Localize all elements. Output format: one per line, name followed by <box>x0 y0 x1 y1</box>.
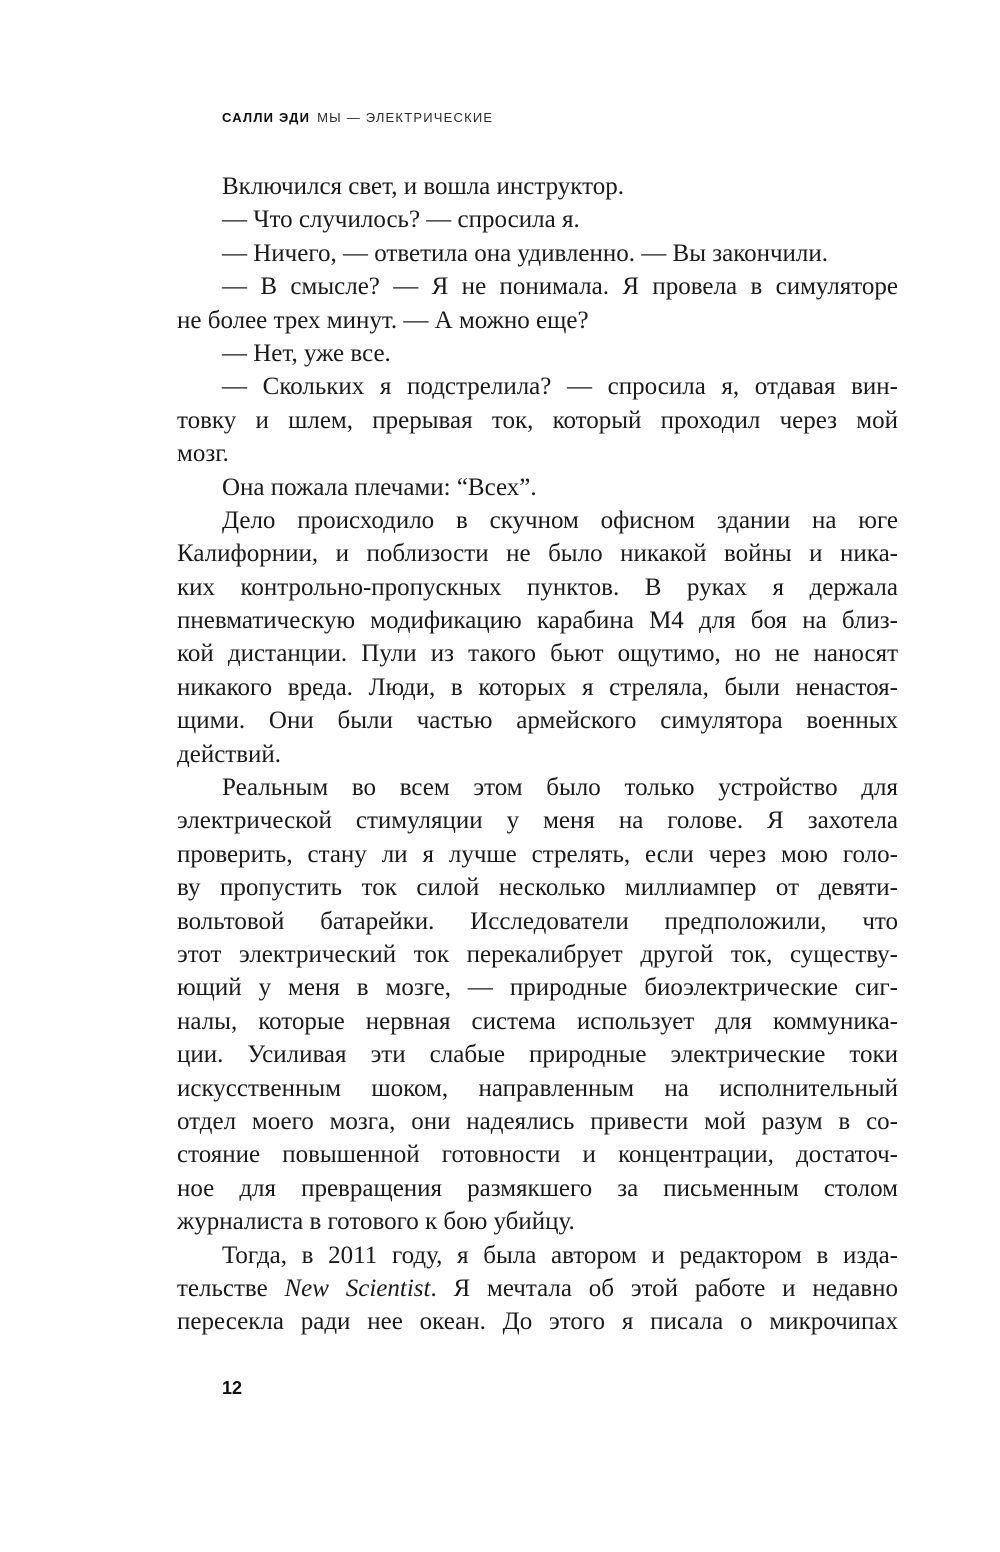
text-line: не более трех минут. — А можно еще? <box>177 306 589 334</box>
text-line: пересекла ради нее океан. До этого я писала о микрочипах <box>177 1308 898 1336</box>
text-line: Реальным во всем этом было только устройство для <box>222 774 898 802</box>
paragraph <box>177 237 898 270</box>
text-line: налы, которые нервная система использует для коммуника- <box>177 1007 898 1035</box>
text-line: ции. Усиливая эти слабые природные электрические токи <box>177 1041 898 1069</box>
text-line: — Что случилось? — спросила я. <box>222 206 580 234</box>
text-line: тельстве New Scientist. Я мечтала об этой работе и недавно <box>177 1274 898 1302</box>
text-line: вольтовой батарейки. Исследователи предположили, что <box>177 907 898 935</box>
running-header <box>222 110 493 125</box>
text-line: кой дистанции. Пули из такого бьют ощутимо, но не наносят <box>177 640 898 668</box>
paragraph <box>177 170 898 203</box>
paragraph <box>177 370 898 470</box>
text-line: электрической стимуляции у меня на голове. Я захотела <box>177 807 898 835</box>
paragraph <box>177 337 898 370</box>
text-line: мозг. <box>177 440 229 468</box>
page-text-block <box>177 170 898 1339</box>
text-line: ное для превращения размякшего за письменным столом <box>177 1174 898 1202</box>
text-line: щими. Они были частью армейского симулятора военных <box>177 707 898 735</box>
header-book-title: МЫ — ЭЛЕКТРИЧЕСКИЕ <box>317 110 494 125</box>
text-line: — Скольких я подстрелила? — спросила я, отдавая вин- <box>222 373 898 401</box>
text-line: Калифорнии, и поблизости не было никакой войны и ника- <box>177 540 898 568</box>
text-line: журналиста в готового к бою убийцу. <box>177 1208 575 1236</box>
text-line: действий. <box>177 740 282 768</box>
text-line: отдел моего мозга, они надеялись привести мой разум в со- <box>177 1107 898 1135</box>
paragraph <box>177 270 898 337</box>
text-line: — Нет, уже все. <box>222 339 391 367</box>
text-line: товку и шлем, прерывая ток, который проходил через мой <box>177 406 898 434</box>
text-line: — Ничего, — ответила она удивленно. — Вы закончили. <box>222 239 829 267</box>
paragraph <box>177 771 898 1238</box>
text-line: стояние повышенной готовности и концентрации, достаточ- <box>177 1141 898 1169</box>
text-line: — В смысле? — Я не понимала. Я провела в симуляторе <box>222 273 898 301</box>
paragraph <box>177 471 898 504</box>
text-line: Включился свет, и вошла инструктор. <box>222 173 624 200</box>
paragraph <box>177 1239 898 1339</box>
text-line: этот электрический ток перекалибрует другой ток, существу- <box>177 940 898 968</box>
text-line: ких контрольно-пропускных пунктов. В руках я держала <box>177 573 898 601</box>
paragraph <box>177 504 898 771</box>
text-line: Дело происходило в скучном офисном здании на юге <box>222 506 898 534</box>
text-line: проверить, стану ли я лучше стрелять, если через мою голо- <box>177 840 898 868</box>
text-line: ву пропустить ток силой несколько миллиампер от девяти- <box>177 874 898 902</box>
text-line: пневматическую модификацию карабина М4 для боя на близ- <box>177 607 898 635</box>
text-line: искусственным шоком, направленным на исполнительный <box>177 1074 898 1102</box>
page-number: 12 <box>222 1378 243 1398</box>
header-author: САЛЛИ ЭДИ <box>222 110 311 125</box>
text-line: Она пожала плечами: “Всех”. <box>222 473 537 501</box>
paragraph <box>177 203 898 236</box>
text-line: никакого вреда. Люди, в которых я стреляла, были ненастоя- <box>177 673 898 701</box>
text-line: Тогда, в 2011 году, я была автором и редактором в изда- <box>222 1241 898 1269</box>
text-line: ющий у меня в мозге, — природные биоэлектрические сиг- <box>177 974 898 1002</box>
italic-text: New Scientist <box>284 1274 431 1302</box>
